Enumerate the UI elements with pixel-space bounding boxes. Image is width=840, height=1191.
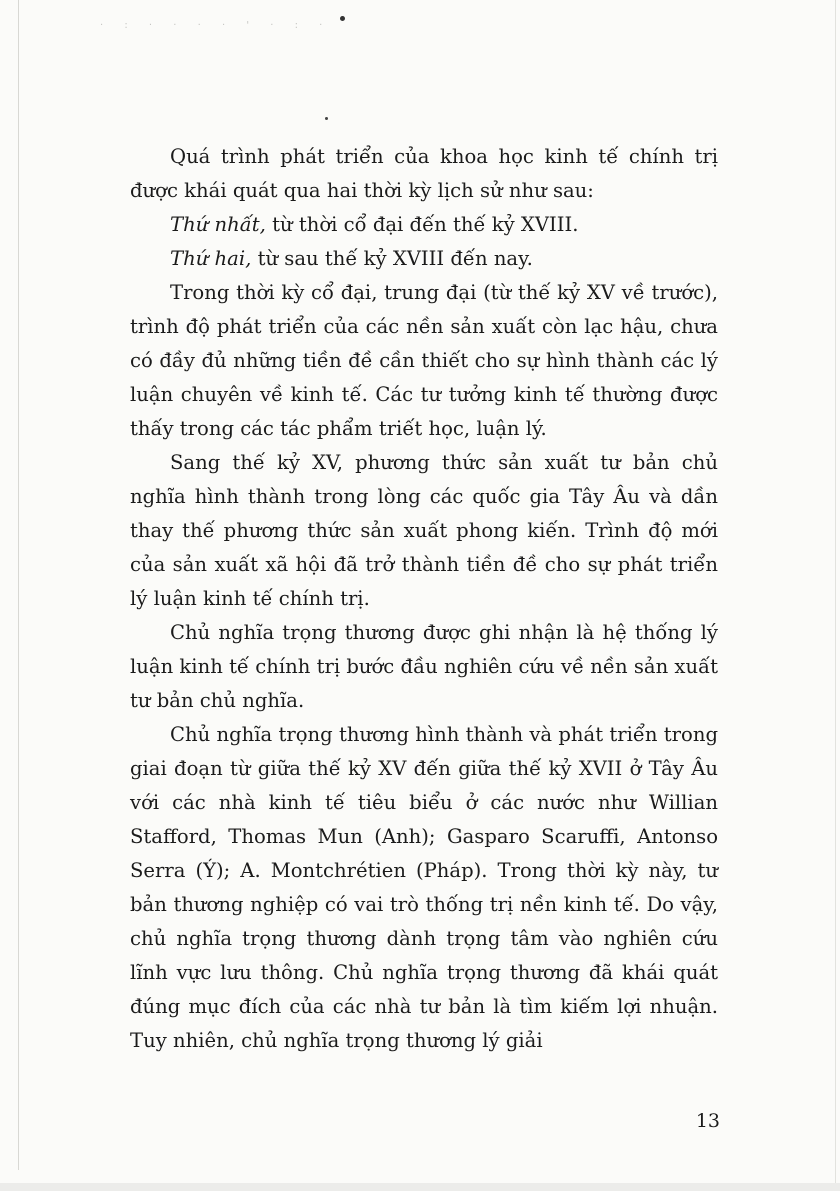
paragraph: Thứ hai, từ sau thế kỷ XVIII đến nay. [170, 247, 533, 270]
page-left-edge [18, 0, 19, 1170]
body-text [130, 140, 718, 1058]
bleed-through-noise: · : · · · · ' · : · [100, 20, 332, 31]
scan-speck [325, 117, 328, 120]
page-number: 13 [695, 1110, 720, 1132]
paragraph: Trong thời kỳ cổ đại, trung đại (từ thế kỷ XV về trước), trình độ phát triển của các nền sản xuất còn lạc hậu, chưa có đầy đủ những tiền đề cần thiết cho sự hình thành các lý luận chuyên về kinh tế. Các tư tưởng kinh tế thường được thấy trong các tác phẩm triết học, luận lý. [130, 281, 718, 440]
paragraph: Quá trình phát triển của khoa học kinh tế chính trị được khái quát qua hai thời kỳ lịch sử như sau: [130, 145, 718, 202]
page-right-edge [835, 0, 836, 1185]
page-bottom-edge [0, 1183, 840, 1191]
paragraph: Chủ nghĩa trọng thương được ghi nhận là hệ thống lý luận kinh tế chính trị bước đầu nghiên cứu về nền sản xuất tư bản chủ nghĩa. [130, 621, 718, 712]
paragraph: Thứ nhất, từ thời cổ đại đến thế kỷ XVIII. [170, 213, 579, 236]
paragraph: Chủ nghĩa trọng thương hình thành và phát triển trong giai đoạn từ giữa thế kỷ XV đến giữa thế kỷ XVII ở Tây Âu với các nhà kinh tế tiêu biểu ở các nước như Willian Stafford, Thomas Mun (Anh); Gasparo Scaruffi, Antonso Serra (Ý); A. Montchrétien (Pháp). Trong thời kỳ này, tư bản thương nghiệp có vai trò thống trị nền kinh tế. Do vậy, chủ nghĩa trọng thương dành trọng tâm vào nghiên cứu lĩnh vực lưu thông. Chủ nghĩa trọng thương đã khái quát đúng mục đích của các nhà tư bản là tìm kiếm lợi nhuận. Tuy nhiên, chủ nghĩa trọng thương lý giải [130, 723, 718, 1052]
paragraph: Sang thế kỷ XV, phương thức sản xuất tư bản chủ nghĩa hình thành trong lòng các quốc gia Tây Âu và dần thay thế phương thức sản xuất phong kiến. Trình độ mới của sản xuất xã hội đã trở thành tiền đề cho sự phát triển lý luận kinh tế chính trị. [130, 451, 718, 610]
